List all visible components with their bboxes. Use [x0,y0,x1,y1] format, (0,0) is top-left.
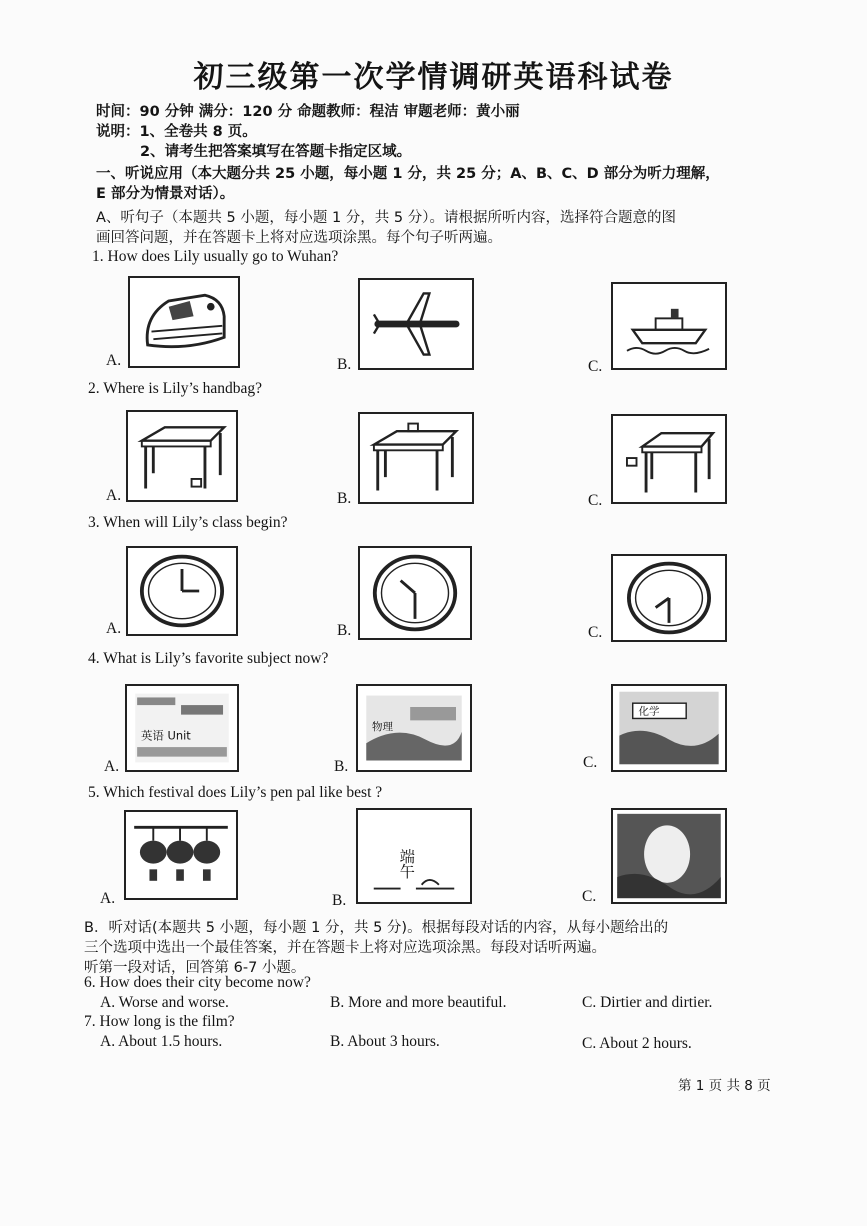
lantern-image [124,810,238,900]
q7-option-b: B. About 3 hours. [330,1033,440,1050]
q7-option-a: A. About 1.5 hours. [100,1033,223,1050]
part-b-line-1: B．听对话(本题共 5 小题，每小题 1 分，共 5 分)。根据每段对话的内容，从每小题给出的 [84,920,669,936]
q7-option-c: C. About 2 hours. [582,1035,692,1052]
note-2: 2、请考生把答案填写在答题卡指定区域。 [140,144,412,160]
physics-book-image [356,684,472,772]
q6-option-a: A. Worse and worse. [100,994,229,1011]
airplane-icon [358,278,474,370]
question-5: 5. Which festival does Lily’s pen pal like best ? [88,784,383,801]
question-6: 6. How does their city become now? [84,974,311,991]
question-3: 3. When will Lily’s class begin? [88,514,288,531]
train-icon [128,276,240,368]
book-label: 英语 Unit [140,728,191,743]
q6-option-c: C. Dirtier and dirtier. [582,994,713,1011]
table-bag-beside [611,414,727,504]
mooncake-image [611,808,727,904]
question-4: 4. What is Lily’s favorite subject now? [88,650,329,667]
section-1-line-1: 一、听说应用（本大题分共 25 小题，每小题 1 分，共 25 分；A、B、C、D 部分为听力理解， [96,166,720,182]
option-c-label: C. [588,492,603,509]
page-title: 初三级第一次学情调研英语科试卷 [193,60,674,95]
part-a-line-1: A、听句子（本题共 5 小题，每小题 1 分，共 5 分）。请根据所听内容，选择符合题意的图 [96,210,676,226]
option-b-label: B. [332,892,347,909]
option-b-label: B. [337,490,352,507]
dragon-boat-image [356,808,472,904]
q6-option-b: B. More and more beautiful. [330,994,507,1011]
exam-info: 时间：90 分钟 满分：120 分 命题教师：程洁 审题老师：黄小丽 [96,104,520,120]
ship-icon [611,282,727,370]
option-c-label: C. [582,888,597,905]
clock-icon [126,546,238,636]
table-bag-under [126,410,238,502]
option-c-label: C. [583,754,598,771]
option-b-label: B. [337,622,352,639]
note-1: 说明：1、全卷共 8 页。 [96,124,257,140]
option-a-label: A. [100,890,116,907]
festival-text: 端午 [397,848,416,880]
option-c-label: C. [588,624,603,641]
table-bag-on [358,412,474,504]
question-7: 7. How long is the film? [84,1013,235,1030]
part-a-line-2: 画回答问题，并在答题卡上将对应选项涂黑。每个句子听两遍。 [96,230,502,246]
option-a-label: A. [106,352,122,369]
option-b-label: B. [334,758,349,775]
page-footer: 第 1 页 共 8 页 [678,1078,771,1094]
book-label: 化学 [638,705,660,718]
option-c-label: C. [588,358,603,375]
part-b-line-3: 听第一段对话，回答第 6-7 小题。 [84,960,306,976]
question-1: 1. How does Lily usually go to Wuhan? [92,248,339,265]
clock-icon [611,554,727,642]
part-b-line-2: 三个选项中选出一个最佳答案，并在答题卡上将对应选项涂黑。每段对话听两遍。 [84,940,606,956]
option-b-label: B. [337,356,352,373]
book-label: 物理 [372,720,393,733]
clock-icon [358,546,472,640]
english-book-image [125,684,239,772]
question-2: 2. Where is Lily’s handbag? [88,380,263,397]
option-a-label: A. [106,487,122,504]
section-1-line-2: E 部分为情景对话）。 [96,186,235,202]
option-a-label: A. [104,758,120,775]
option-a-label: A. [106,620,122,637]
chemistry-book-image [611,684,727,772]
